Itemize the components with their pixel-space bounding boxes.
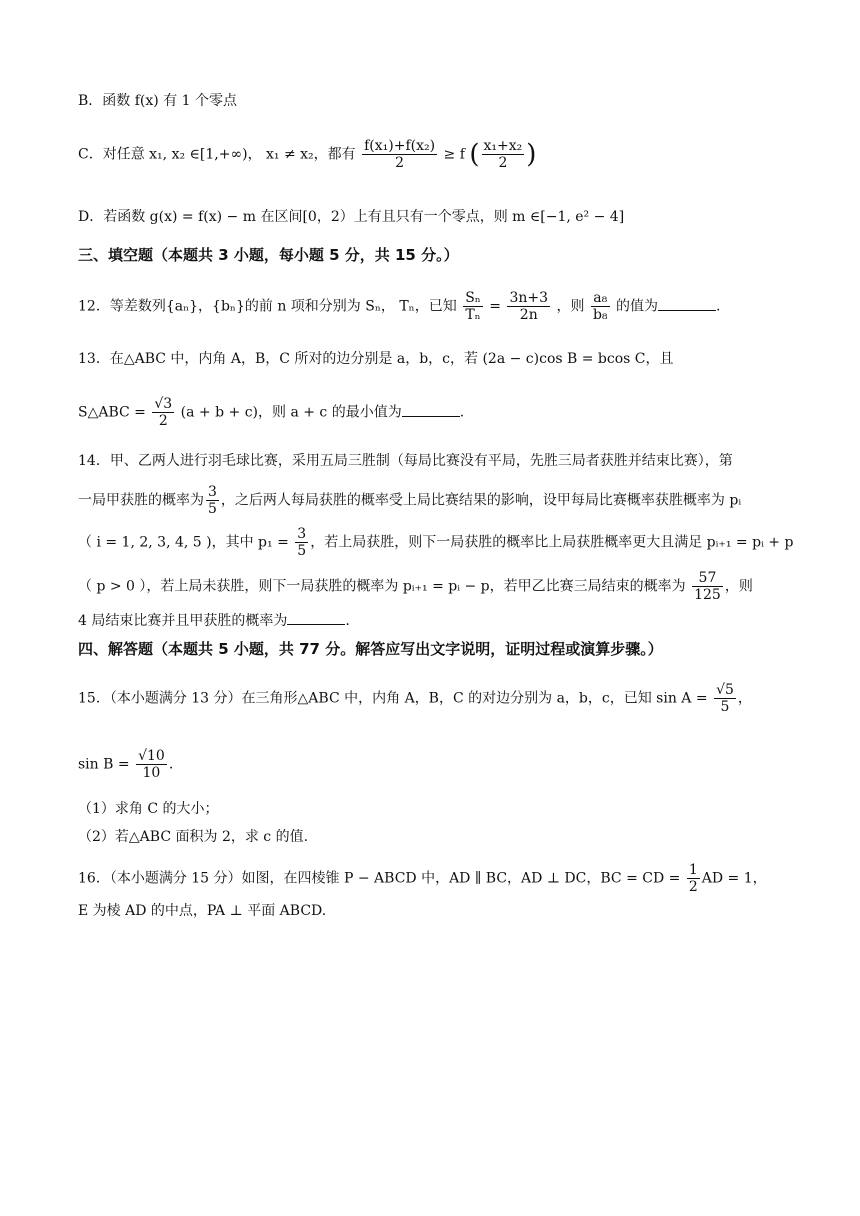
left-paren: ( <box>469 139 480 170</box>
fraction-numerator: x₁+x₂ <box>483 138 523 154</box>
question-16-line-2 <box>78 900 782 922</box>
fraction-numerator: √10 <box>138 748 165 764</box>
q13-end: . <box>459 404 465 421</box>
fraction-denominator: 2 <box>688 879 698 896</box>
q13-fraction <box>152 396 174 429</box>
q13-area-lhs: S△ABC = <box>78 404 146 421</box>
q15-line-1-text: 15．（本小题满分 13 分）在三角形△ABC 中，内角 A，B，C 的对边分别为 a，b，c，已知 sin A = <box>78 690 708 707</box>
q14-fraction-57-125 <box>692 570 723 603</box>
fraction-denominator: 10 <box>142 765 161 782</box>
q12-mid: ，则 <box>556 298 585 315</box>
q11-option-d <box>78 206 782 228</box>
answer-blank[interactable] <box>287 610 345 625</box>
q16-line-1-text: 16．（本小题满分 15 分）如图，在四棱锥 P − ABCD 中，AD ∥ BC，AD ⊥ DC，BC = CD = <box>78 870 681 887</box>
fraction-denominator: 5 <box>297 543 307 560</box>
question-15-part-2 <box>78 826 782 848</box>
fraction-denominator: Tₙ <box>465 307 481 324</box>
q14-line-3-b: ，若上局获胜，则下一局获胜的概率比上局获胜概率更大且满足 pᵢ₊₁ = pᵢ + p <box>310 534 794 551</box>
section-3-heading <box>78 244 782 266</box>
q15-fraction-sinB <box>136 748 167 781</box>
q16-line-1-end: AD = 1， <box>701 870 767 887</box>
fraction-numerator: 1 <box>688 862 698 878</box>
question-14-line-5 <box>78 610 782 632</box>
question-15-line-1 <box>78 682 782 715</box>
q15-part-2-text: （2）若△ABC 面积为 2，求 c 的值. <box>78 829 309 845</box>
q11-option-b <box>78 90 782 112</box>
answer-blank[interactable] <box>402 402 460 417</box>
fraction-numerator: 3 <box>297 526 307 542</box>
q15-fraction-sinA <box>714 682 736 715</box>
q11-option-c-prefix: C．对任意 x₁, x₂ ∈[1,+∞)， x₁ ≠ x₂，都有 <box>78 146 356 163</box>
q14-line-3-a: （ i = 1, 2, 3, 4, 5 )，其中 p₁ = <box>78 534 289 551</box>
q14-line-4-a: （ p > 0 ），若上局未获胜，则下一局获胜的概率为 pᵢ₊₁ = pᵢ − p，若甲乙比赛三局结束的概率为 <box>78 578 686 595</box>
q12-fraction-s-t <box>463 290 483 323</box>
q15-part-1-text: （1）求角 C 的大小； <box>78 801 219 817</box>
q14-line-2-a: 一局甲获胜的概率为 <box>78 492 204 509</box>
q16-fraction-half <box>687 862 700 895</box>
fraction-denominator: 2 <box>498 155 508 172</box>
q11-option-c <box>78 138 782 171</box>
q14-line-1-text: 14．甲、乙两人进行羽毛球比赛，采用五局三胜制（每局比赛没有平局，先胜三局者获胜并结束比赛），第 <box>78 453 733 469</box>
q15-line-1-end: ， <box>737 690 752 707</box>
question-13-line-1 <box>78 348 782 370</box>
q14-line-2-b: ，之后两人每局获胜的概率受上局比赛结果的影响，设甲每局比赛概率获胜概率为 pᵢ <box>220 492 742 509</box>
fraction-numerator: 3 <box>208 484 217 500</box>
fraction-denominator: 2n <box>519 307 538 324</box>
question-12 <box>78 290 782 323</box>
q11-option-c-inner-fraction <box>482 138 525 171</box>
question-15-line-2 <box>78 748 782 781</box>
fraction-denominator: 5 <box>720 699 730 716</box>
question-14-line-1 <box>78 450 782 472</box>
q12-fraction-ratio <box>507 290 550 323</box>
section-3-title: 三、填空题（本题共 3 小题，每小题 5 分，共 15 分。） <box>78 246 459 264</box>
question-13-line-2 <box>78 396 782 429</box>
q14-line-4-b: ，则 <box>724 578 753 595</box>
q15-line-2-text: sin B = <box>78 756 130 773</box>
fraction-numerator: √5 <box>716 682 734 698</box>
fraction-numerator: Sₙ <box>465 290 481 306</box>
q16-line-2-text: E 为棱 AD 的中点，PA ⊥ 平面 ABCD. <box>78 903 327 919</box>
q12-end: . <box>715 298 721 315</box>
question-14-line-3 <box>78 526 794 560</box>
question-15-part-1 <box>78 798 782 820</box>
fraction-numerator: f(x₁)+f(x₂) <box>364 138 436 154</box>
q12-prefix: 12．等差数列{aₙ}，{bₙ}的前 n 项和分别为 Sₙ， Tₙ，已知 <box>78 298 457 315</box>
q12-equals: = <box>489 298 502 315</box>
fraction-denominator: 5 <box>208 501 217 518</box>
q11-option-c-mid: ≥ f <box>443 146 465 163</box>
q14-end: . <box>345 613 350 629</box>
q14-fraction-p1 <box>295 526 308 559</box>
section-4-title: 四、解答题（本题共 5 小题，共 77 分。解答应写出文字说明，证明过程或演算步骤。） <box>78 640 663 658</box>
section-4-heading <box>78 638 782 660</box>
q14-line-5-text: 4 局结束比赛并且甲获胜的概率为 <box>78 613 288 629</box>
question-14-line-4 <box>78 570 782 603</box>
q11-option-b-text: B．函数 f(x) 有 1 个零点 <box>78 93 237 109</box>
right-paren: ) <box>526 139 537 170</box>
fraction-denominator: 125 <box>694 587 721 604</box>
q11-option-d-text: D．若函数 g(x) = f(x) − m 在区间[0，2）上有且只有一个零点，则 m ∈[−1, e² − 4] <box>78 209 625 225</box>
answer-blank[interactable] <box>658 296 716 311</box>
q13-line-1-text: 13．在△ABC 中，内角 A，B，C 所对的边分别是 a，b，c，若 (2a − c)cos B = bcos C，且 <box>78 351 674 367</box>
question-14-line-2 <box>78 484 782 517</box>
q15-line-2-end: . <box>168 756 174 773</box>
q13-line-2-rest: (a + b + c)，则 a + c 的最小值为 <box>180 404 402 421</box>
q11-option-c-fraction <box>362 138 437 171</box>
fraction-denominator: 2 <box>158 413 168 430</box>
q14-fraction-first-prob <box>206 484 219 517</box>
fraction-numerator: √3 <box>154 396 173 412</box>
fraction-numerator: 3n+3 <box>509 290 549 306</box>
fraction-denominator: b₈ <box>592 307 608 324</box>
q12-fraction-a-b <box>591 290 610 323</box>
question-16-line-1 <box>78 862 782 895</box>
fraction-denominator: 2 <box>395 155 405 172</box>
q12-suffix: 的值为 <box>615 298 658 315</box>
fraction-numerator: 57 <box>692 570 723 587</box>
fraction-numerator: a₈ <box>591 290 610 307</box>
